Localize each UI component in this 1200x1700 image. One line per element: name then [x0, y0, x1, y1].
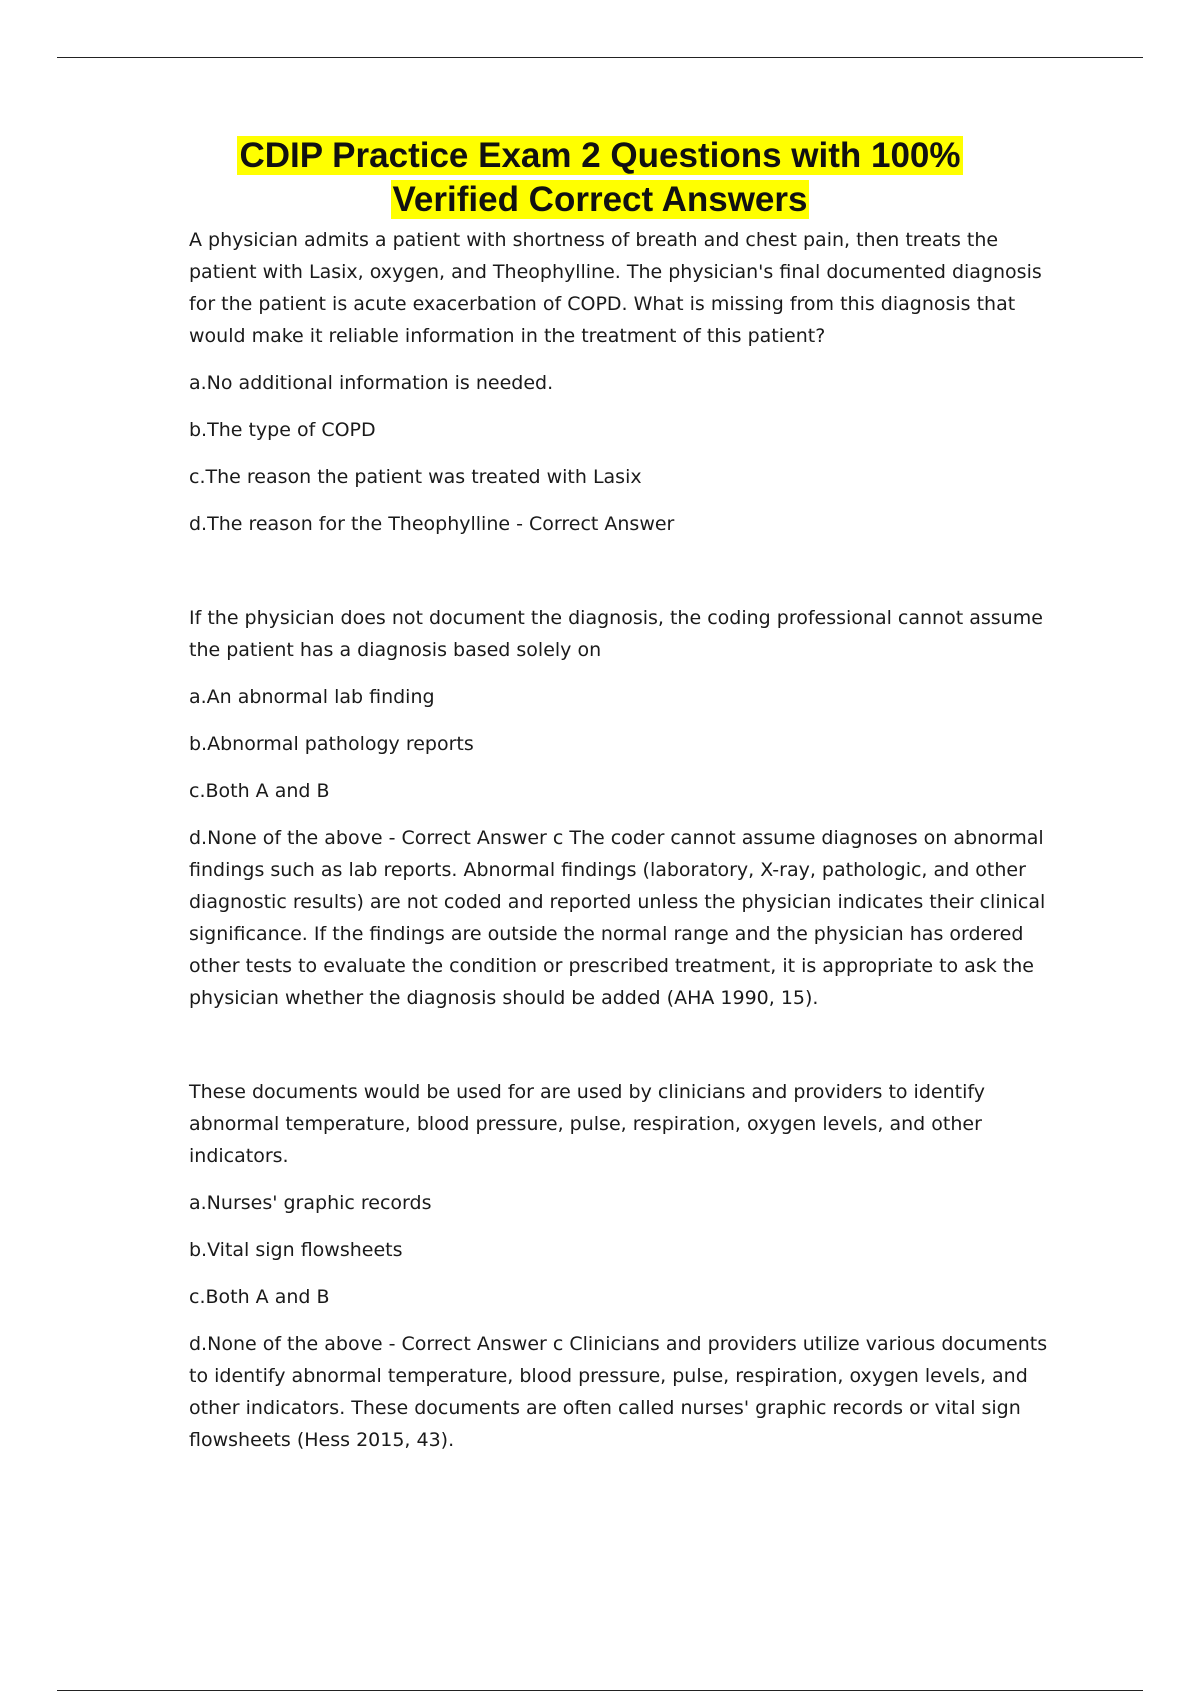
- question-3: [189, 1076, 1049, 1456]
- question-1: [189, 224, 1049, 540]
- answer-option: d.None of the above - Correct Answer c Clinicians and providers utilize various documents to identify abnormal temperature, blood pressure, pulse, respiration, oxygen levels, and other indicators. These documents are often called nurses' graphic records or vital sign flowsheets (Hess 2015, 43).: [189, 1333, 1048, 1451]
- question-stem: If the physician does not document the diagnosis, the coding professional cannot assume the patient has a diagnosis based solely on: [189, 607, 1043, 661]
- document-body: [189, 224, 1049, 1471]
- answer-option: b.The type of COPD: [189, 419, 376, 441]
- bottom-rule: [57, 1690, 1143, 1691]
- title-line-2: Verified Correct Answers: [392, 180, 808, 219]
- document-title: [0, 134, 1200, 222]
- title-line-1: CDIP Practice Exam 2 Questions with 100%: [239, 136, 961, 175]
- question-stem: These documents would be used for are used by clinicians and providers to identify abnormal temperature, blood pressure, pulse, respiration, oxygen levels, and other indicators.: [189, 1081, 985, 1167]
- question-separator: [189, 555, 1049, 602]
- answer-option: b.Abnormal pathology reports: [189, 733, 474, 755]
- answer-option: a.No additional information is needed.: [189, 372, 554, 394]
- answer-option: d.None of the above - Correct Answer c The coder cannot assume diagnoses on abnormal findings such as lab reports. Abnormal findings (laboratory, X-ray, pathologic, and other diagnostic results) are not coded and reported unless the physician indicates their clinical significance. If the findings are outside the normal range and the physician has ordered other tests to evaluate the condition or prescribed treatment, it is appropriate to ask the physician whether the diagnosis should be added (AHA 1990, 15).: [189, 827, 1046, 1009]
- question-stem: A physician admits a patient with shortness of breath and chest pain, then treats the patient with Lasix, oxygen, and Theophylline. The physician's final documented diagnosis for the patient is acute exacerbation of COPD. What is missing from this diagnosis that would make it reliable information in the treatment of this patient?: [189, 229, 1042, 347]
- answer-option: a.An abnormal lab finding: [189, 686, 435, 708]
- answer-option: c.Both A and B: [189, 1286, 330, 1308]
- answer-option: c.The reason the patient was treated with Lasix: [189, 466, 642, 488]
- question-separator: [189, 1029, 1049, 1076]
- answer-option: a.Nurses' graphic records: [189, 1192, 432, 1214]
- answer-option: c.Both A and B: [189, 780, 330, 802]
- question-2: [189, 602, 1049, 1014]
- top-rule: [57, 57, 1143, 58]
- answer-option: d.The reason for the Theophylline - Correct Answer: [189, 513, 675, 535]
- answer-option: b.Vital sign flowsheets: [189, 1239, 403, 1261]
